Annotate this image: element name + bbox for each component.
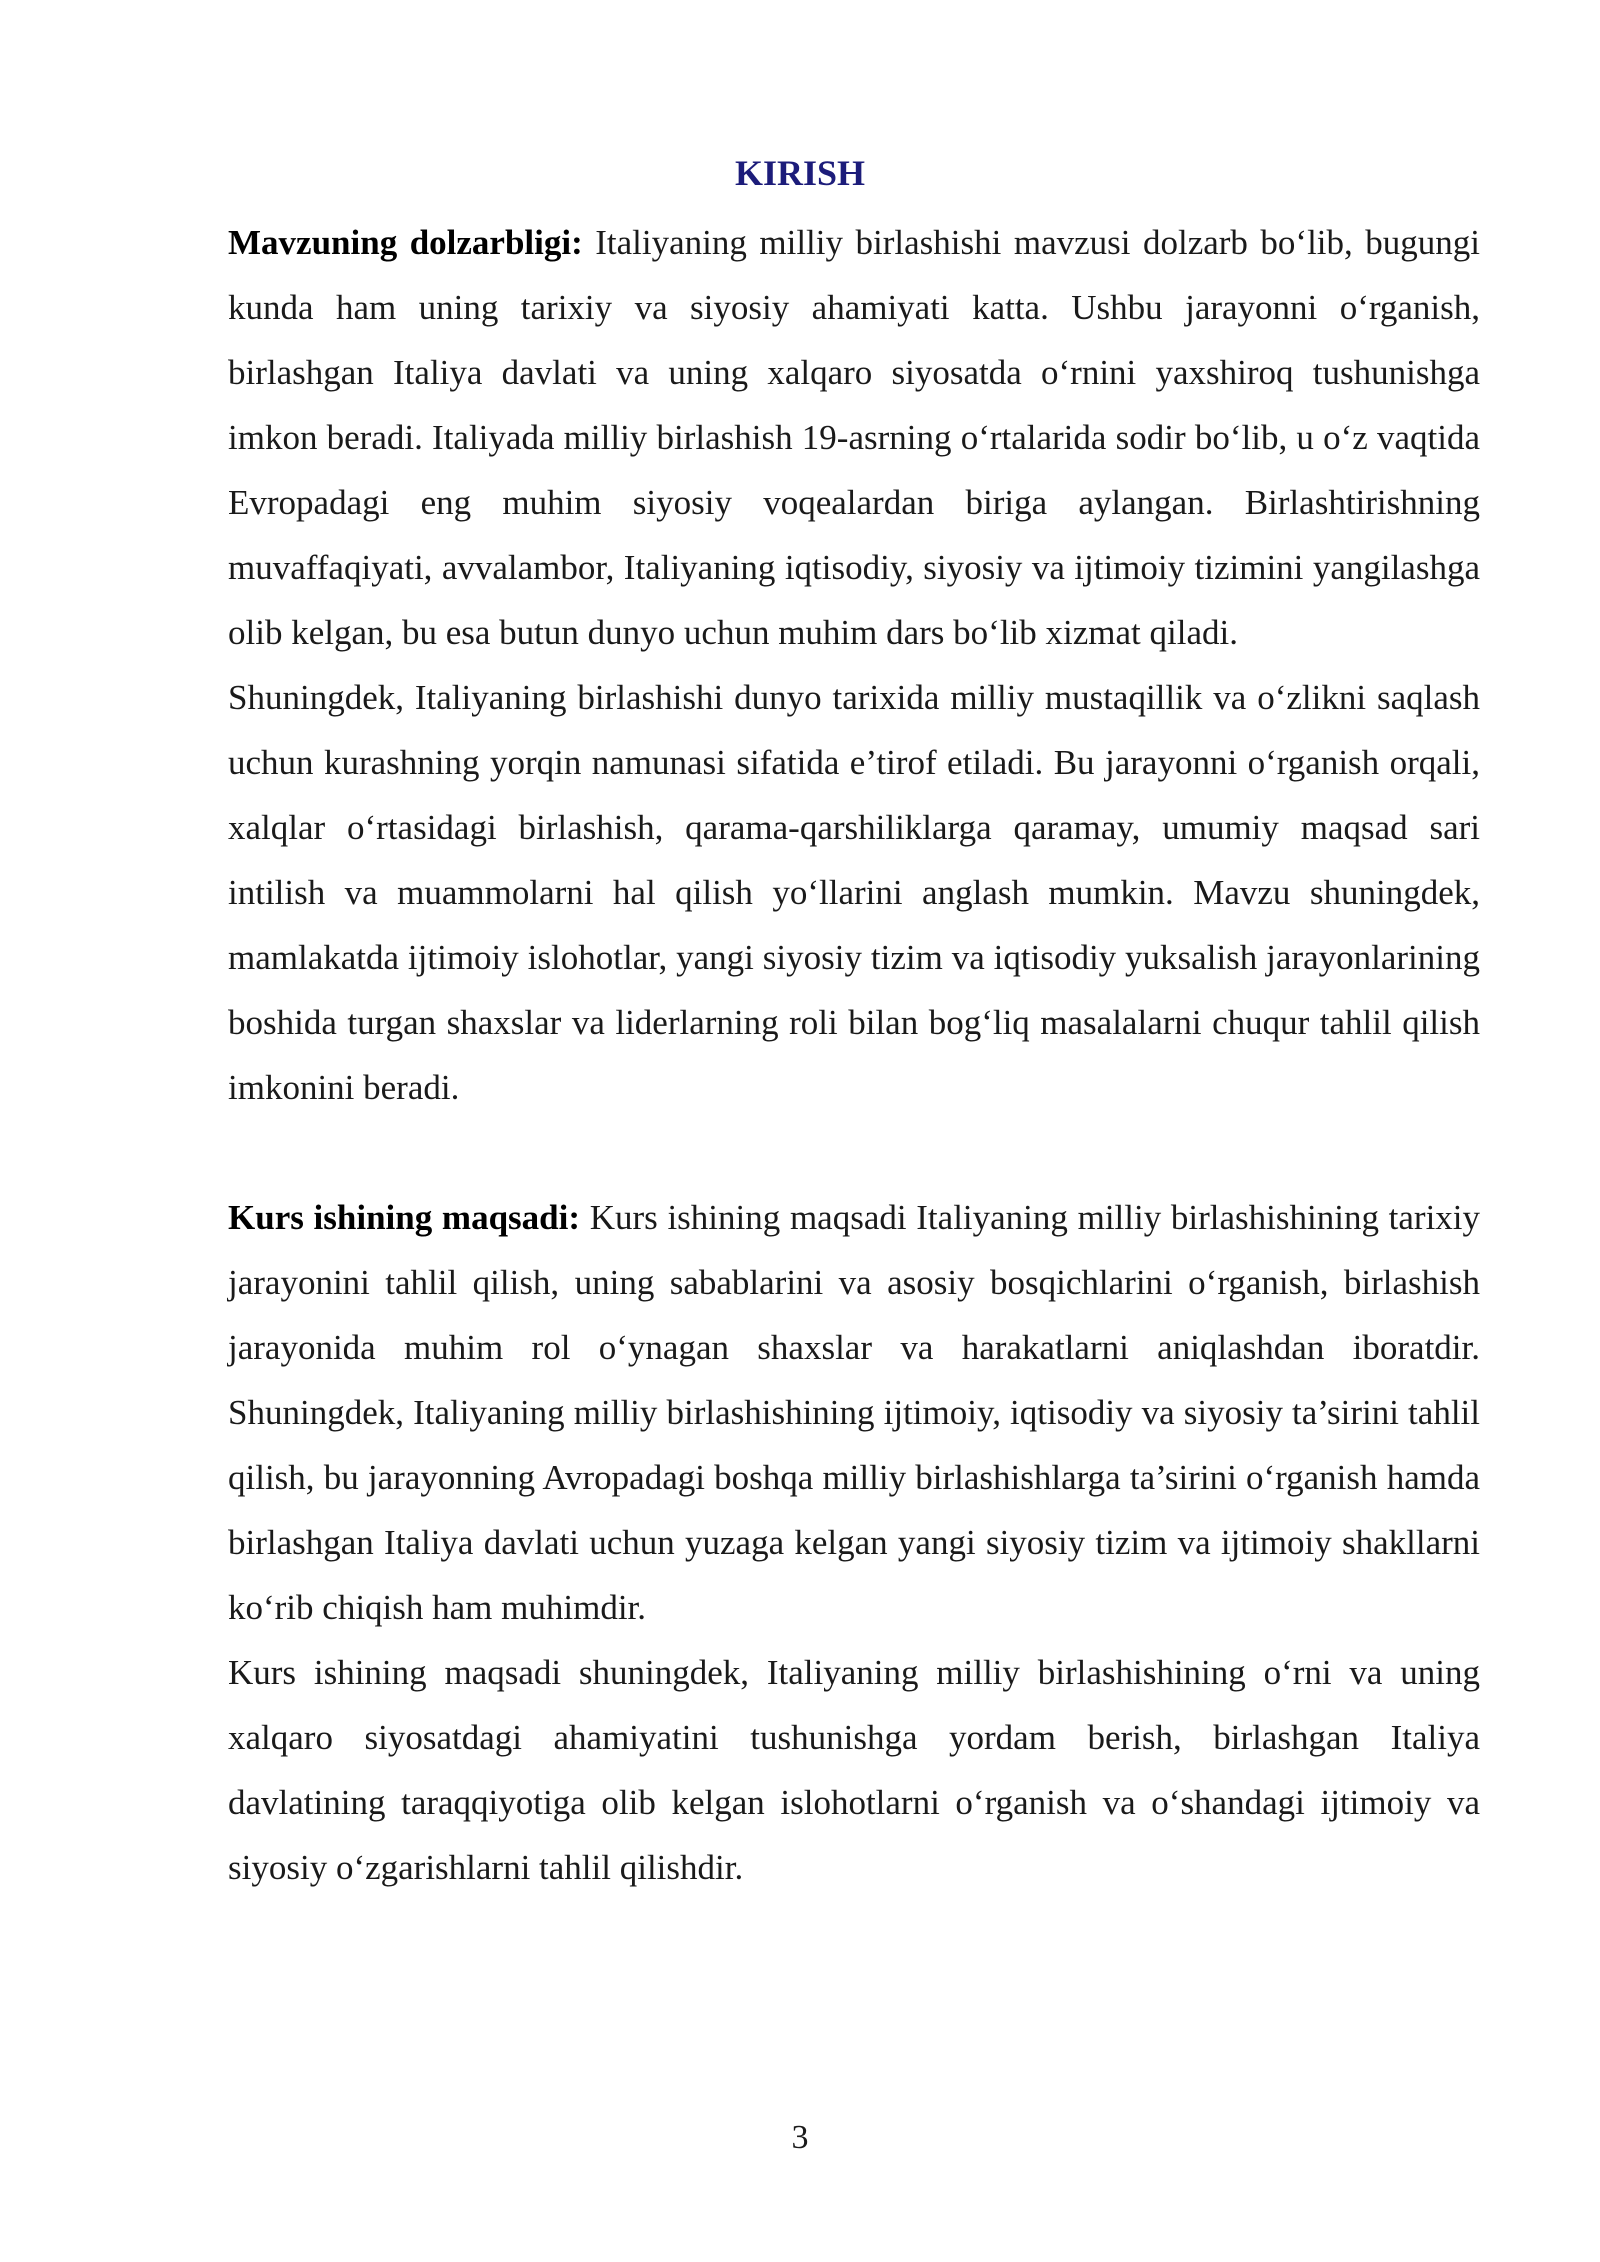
document-body: [228, 210, 1480, 1900]
paragraph-goal-continued: Kurs ishining maqsadi shuningdek, Italiyaning milliy birlashishining o‘rni va uning xalqaro siyosatdagi ahamiyatini tushunishga yordam berish, birlashgan Italiya davlatining taraqqiyotiga olib kelgan islohotlarni o‘rganish va o‘shandagi ijtimoiy va siyosiy o‘zgarishlarni tahlil qilishdir.: [228, 1653, 1480, 1887]
page-number: 3: [791, 2119, 809, 2156]
paragraph-goal: [228, 1185, 1480, 1640]
paragraph-spacer: [228, 1120, 1480, 1185]
paragraph-relevance: [228, 210, 1480, 665]
goal-label: Kurs ishining maqsadi:: [228, 1198, 581, 1237]
goal-text: Kurs ishining maqsadi Italiyaning milliy birlashishining tarixiy jarayonini tahlil qilish, uning sabablarini va asosiy bosqichlarini o‘rganish, birlashish jarayonida muhim rol o‘ynagan shaxslar va harakatlarni aniqlashdan iboratdir. Shuningdek, Italiyaning milliy birlashishining ijtimoiy, iqtisodiy va siyosiy ta’sirini tahlil qilish, bu jarayonning Avropadagi boshqa milliy birlashishlarga ta’sirini o‘rganish hamda birlashgan Italiya davlati uchun yuzaga kelgan yangi siyosiy tizim va ijtimoiy shakllarni ko‘rib chiqish ham muhimdir.: [228, 1198, 1481, 1627]
relevance-text: Italiyaning milliy birlashishi mavzusi dolzarb bo‘lib, bugungi kunda ham uning tarixiy va siyosiy ahamiyati katta. Ushbu jarayonni o‘rganish, birlashgan Italiya davlati va uning xalqaro siyosatda o‘rnini yaxshiroq tushunishga imkon beradi. Italiyada milliy birlashish 19-asrning o‘rtalarida sodir bo‘lib, u o‘z vaqtida Evropadagi eng muhim siyosiy voqealardan biriga aylangan. Birlashtirishning muvaffaqiyati, avvalambor, Italiyaning iqtisodiy, siyosiy va ijtimoiy tizimini yangilashga olib kelgan, bu esa butun dunyo uchun muhim dars bo‘lib xizmat qiladi.: [228, 223, 1481, 652]
paragraph-relevance-continued: Shuningdek, Italiyaning birlashishi dunyo tarixida milliy mustaqillik va o‘zlikni saqlash uchun kurashning yorqin namunasi sifatida e’tirof etiladi. Bu jarayonni o‘rganish orqali, xalqlar o‘rtasidagi birlashish, qarama-qarshiliklarga qaramay, umumiy maqsad sari intilish va muammolarni hal qilish yo‘llarini anglash mumkin. Mavzu shuningdek, mamlakatda ijtimoiy islohotlar, yangi siyosiy tizim va iqtisodiy yuksalish jarayonlarining boshida turgan shaxslar va liderlarning roli bilan bog‘liq masalalarni chuqur tahlil qilish imkonini beradi.: [228, 678, 1480, 1107]
relevance-label: Mavzuning dolzarbligi:: [228, 223, 583, 262]
page-heading: KIRISH: [734, 153, 866, 193]
